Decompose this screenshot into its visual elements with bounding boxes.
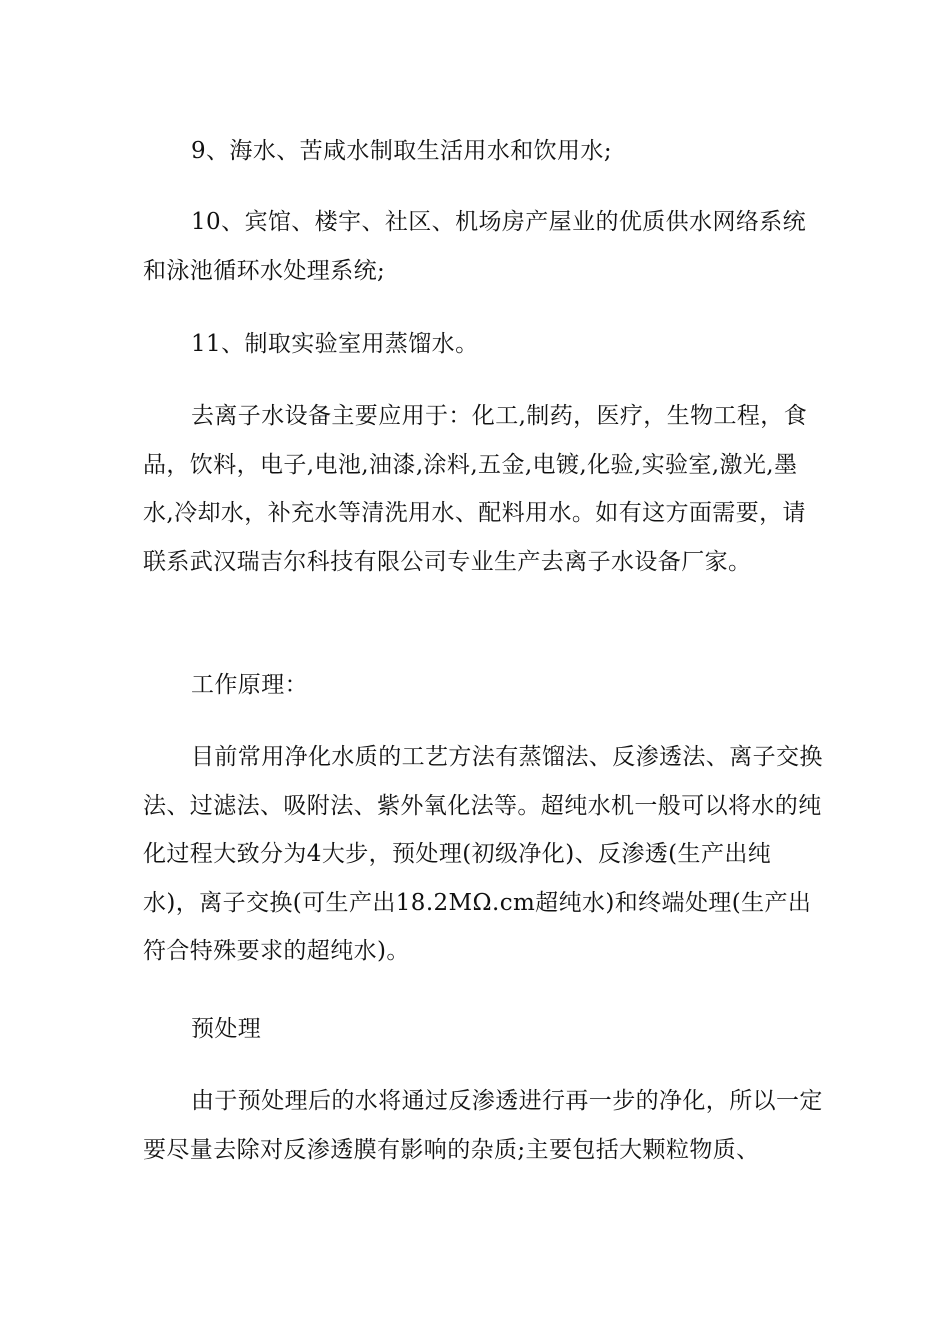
paragraph-hotel-water-system: 10、宾馆、楼宇、社区、机场房产屋业的优质供水网络系统和泳池循环水处理系统; — [143, 209, 807, 284]
paragraph-lab-distilled-water: 11、制取实验室用蒸馏水。 — [191, 331, 479, 357]
paragraph-purification-methods: 目前常用净化水质的工艺方法有蒸馏法、反渗透法、离子交换法、过滤法、吸附法、紫外氧化法等。超纯水机一般可以将水的纯化过程大致分为4大步，预处理(初级净化)、反渗透(生产出纯水)，离子交换(可生产出18.2MΩ.cm超纯水)和终端处理(生产出符合特殊要求的超纯水)。 — [143, 744, 823, 964]
paragraph-deionized-applications: 去离子水设备主要应用于：化工,制药，医疗，生物工程，食品，饮料，电子,电池,油漆,涂料,五金,电镀,化验,实验室,激光,墨水,冷却水，补充水等清洗用水、配料用水。如有这方面需要，请联系武汉瑞吉尔科技有限公司专业生产去离子水设备厂家。 — [143, 403, 808, 575]
paragraph-pretreatment-detail: 由于预处理后的水将通过反渗透进行再一步的净化，所以一定要尽量去除对反渗透膜有影响的杂质;主要包括大颗粒物质、 — [143, 1088, 823, 1163]
heading-pretreatment: 预处理 — [191, 1016, 262, 1042]
paragraph-seawater: 9、海水、苦咸水制取生活用水和饮用水; — [191, 138, 612, 164]
heading-working-principle: 工作原理： — [191, 672, 308, 698]
